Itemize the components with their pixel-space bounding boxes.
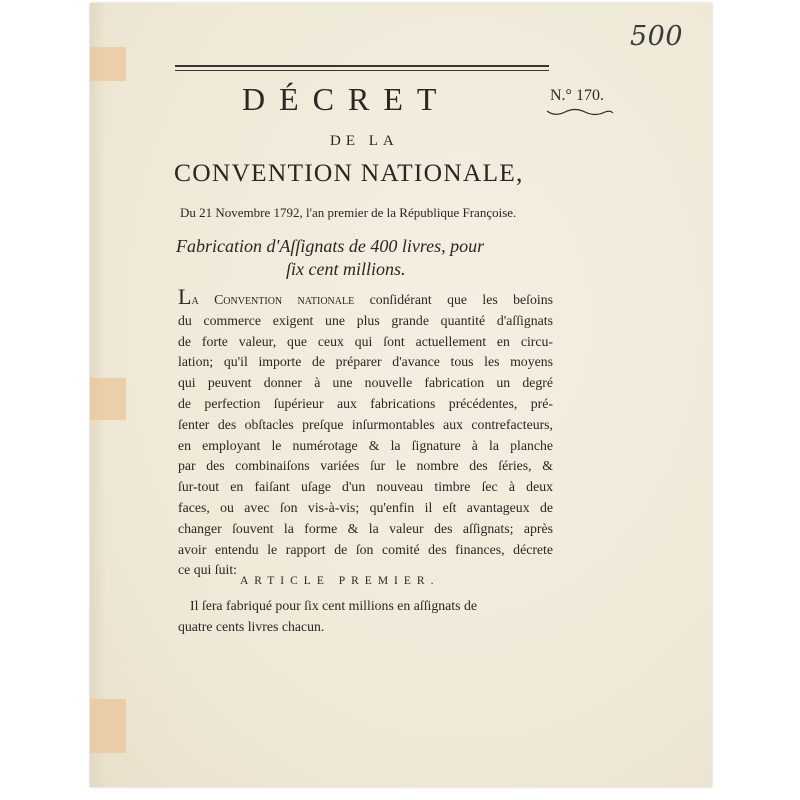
preamble-line: de forte valeur, que ceux qui ſont actuellement en circu- (178, 333, 553, 349)
preamble-line: changer ſouvent la forme & la valeur des aſſignats; après (178, 520, 553, 536)
preamble-line: qui peuvent donner à une nouvelle fabrication un degré (178, 375, 553, 391)
assembly-title: CONVENTION NATIONALE, (174, 158, 524, 187)
document-title: DÉCRET (242, 81, 451, 117)
article-line: quatre cents livres chacun. (178, 619, 325, 634)
preamble-line: par des combinaiſons variées ſur le nombre des ſéries, & (178, 458, 553, 474)
preamble-line: lation; qu'il importe de préparer d'avance tous les moyens (178, 354, 553, 370)
subject-line: Fabrication d'Aſſignats de 400 livres, pour (176, 236, 485, 256)
preamble-line: du commerce exigent une plus grande quantité d'aſſignats (178, 312, 553, 328)
tape-strip (90, 378, 126, 420)
preamble-line (178, 284, 553, 311)
preamble-line: faces, ou avec ſon vis-à-vis; qu'enfin il eſt avantageux de (178, 499, 553, 515)
document-page (90, 3, 712, 787)
date-line: Du 21 Novembre 1792, l'an premier de la République Françoise. (180, 205, 517, 220)
preamble-lead: a Convention nationale (191, 292, 355, 307)
article-heading: ARTICLE PREMIER. (240, 575, 440, 587)
preamble-text: conſidérant que les beſoins (354, 292, 553, 307)
swash-ornament (545, 107, 615, 117)
handwritten-number: 500 (630, 21, 684, 52)
preamble (178, 284, 553, 581)
top-rule (175, 65, 549, 71)
article-line: Il ſera fabriqué pour ſix cent millions en aſſignats de (190, 598, 477, 613)
preamble-line: de perfection ſupérieur aux fabrications précédentes, pré- (178, 395, 553, 411)
preamble-line: ſur-tout en faiſant uſage d'un nouveau timbre ſec à deux (178, 479, 553, 495)
drop-cap: L (178, 284, 192, 309)
title-de-la: DE LA (330, 133, 399, 149)
preamble-line: ce qui ſuit: (178, 562, 238, 578)
decree-number: N.° 170. (550, 87, 604, 104)
preamble-line: ſenter des obſtacles preſque inſurmontables aux contrefacteurs, (178, 416, 553, 432)
subject-line: ſix cent millions. (286, 259, 406, 279)
decree-subject (176, 235, 576, 281)
article-text (178, 595, 556, 637)
tape-strip (90, 47, 126, 81)
preamble-line: avoir entendu le rapport de ſon comité des finances, décrete (178, 541, 553, 557)
preamble-line: en employant le numérotage & la ſignature à la planche (178, 437, 553, 453)
tape-strip (90, 699, 126, 753)
